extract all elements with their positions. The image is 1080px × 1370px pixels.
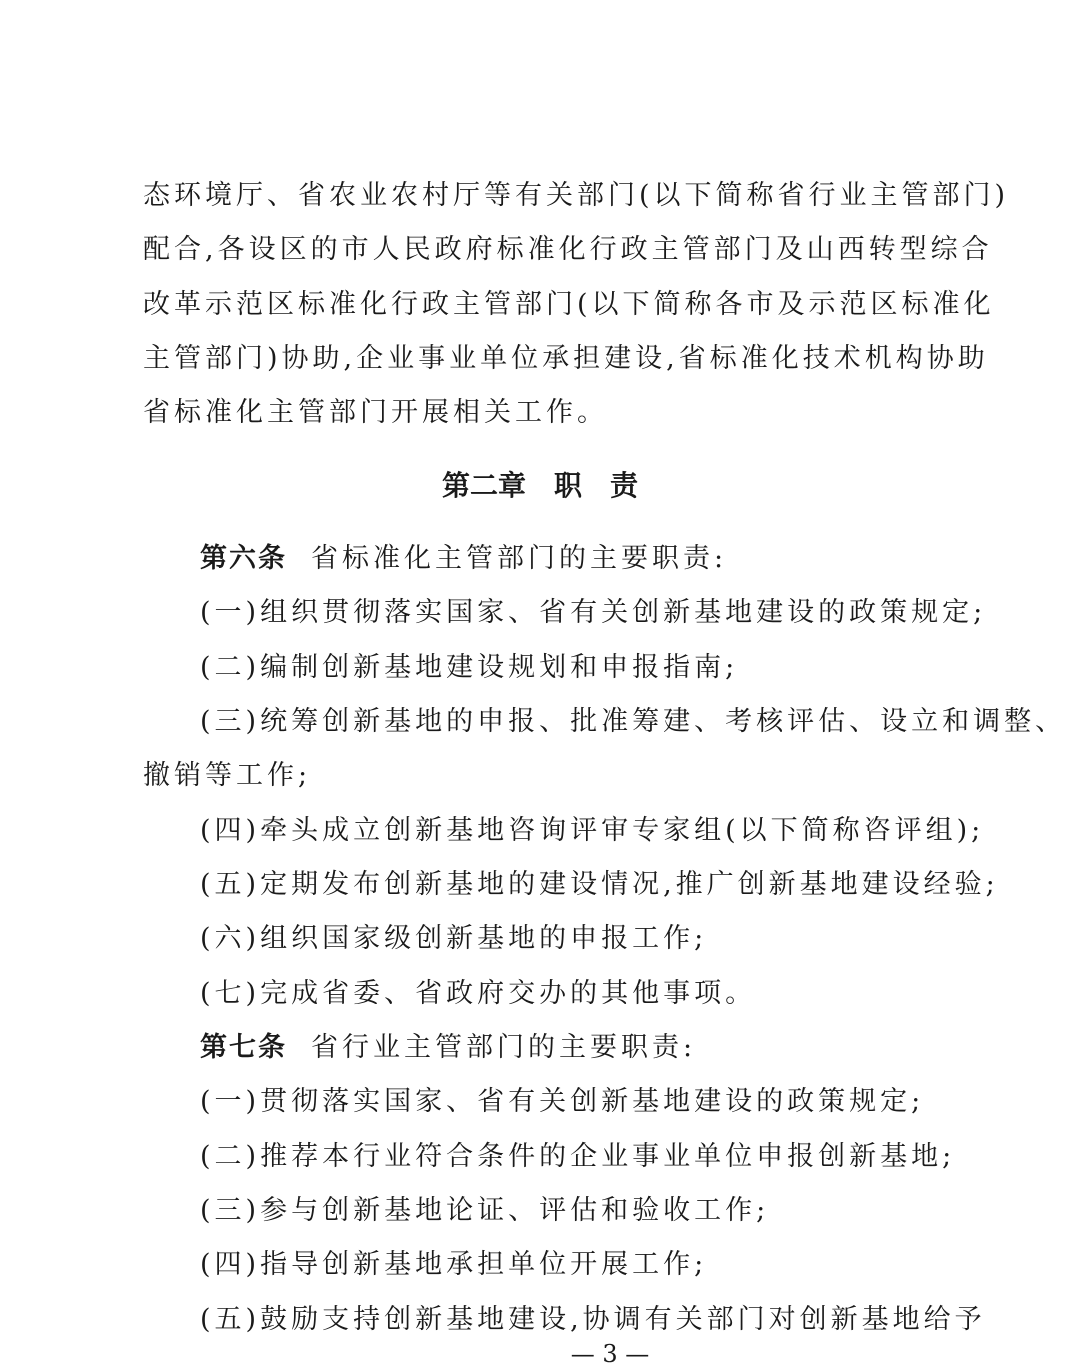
article-text: 省行业主管部门的主要职责:	[311, 1032, 697, 1063]
chapter-heading: 第二章 职 责	[441, 469, 638, 502]
article-label: 第七条	[200, 1032, 287, 1063]
list-item: (三)统筹创新基地的申报、批准筹建、考核评估、设立和调整、	[200, 706, 1067, 737]
list-item: (四)指导创新基地承担单位开展工作;	[200, 1249, 708, 1280]
list-item: (一)组织贯彻落实国家、省有关创新基地建设的政策规定;	[200, 597, 987, 628]
body-paragraph-line: 改革示范区标准化行政主管部门(以下简称各市及示范区标准化	[143, 289, 995, 320]
list-item: (七)完成省委、省政府交办的其他事项。	[200, 978, 757, 1009]
list-item: (六)组织国家级创新基地的申报工作;	[200, 923, 708, 954]
list-item: (二)推荐本行业符合条件的企业事业单位申报创新基地;	[200, 1141, 956, 1172]
list-item: (二)编制创新基地建设规划和申报指南;	[200, 652, 739, 683]
list-item: (五)定期发布创新基地的建设情况,推广创新基地建设经验;	[200, 869, 999, 900]
body-paragraph-line: 主管部门)协助,企业事业单位承担建设,省标准化技术机构协助	[143, 343, 989, 374]
list-item-continuation: 撤销等工作;	[143, 760, 312, 791]
article-seven-heading	[200, 1029, 696, 1067]
body-paragraph-line: 配合,各设区的市人民政府标准化行政主管部门及山西转型综合	[143, 234, 993, 265]
list-item: (四)牵头成立创新基地咨询评审专家组(以下简称咨评组);	[200, 815, 985, 846]
list-item: (一)贯彻落实国家、省有关创新基地建设的政策规定;	[200, 1086, 925, 1117]
article-text: 省标准化主管部门的主要职责:	[311, 543, 728, 574]
list-item: (三)参与创新基地论证、评估和验收工作;	[200, 1195, 770, 1226]
article-six-heading	[200, 540, 727, 578]
body-paragraph-line: 省标准化主管部门开展相关工作。	[143, 397, 608, 428]
body-paragraph-line: 态环境厅、省农业农村厅等有关部门(以下简称省行业主管部门)	[143, 180, 1010, 211]
list-item: (五)鼓励支持创新基地建设,协调有关部门对创新基地给予	[200, 1304, 986, 1335]
page-number: — 3 —	[570, 1340, 650, 1368]
article-label: 第六条	[200, 543, 287, 574]
